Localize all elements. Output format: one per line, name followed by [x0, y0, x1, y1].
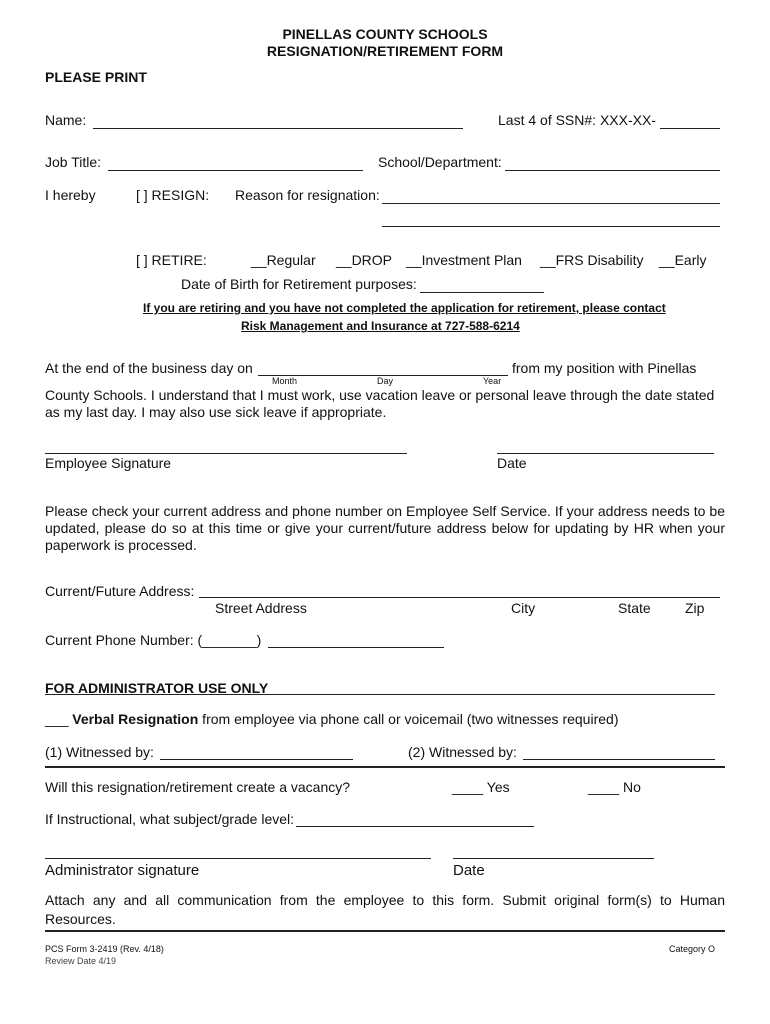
retire-checkbox[interactable]: [ ] RETIRE:	[136, 252, 207, 268]
month-caption: Month	[272, 376, 298, 386]
risk-management-contact: Risk Management and Insurance at 727-588-6214	[241, 319, 520, 333]
year-caption: Year	[483, 376, 502, 386]
phone-label: Current Phone Number: (_______)	[45, 632, 262, 648]
address-label: Current/Future Address:	[45, 583, 195, 599]
school-field[interactable]	[505, 170, 720, 171]
verbal-resignation-text: from employee via phone call or voicemail (two witnesses required)	[198, 711, 619, 727]
verbal-resignation-line	[45, 711, 618, 727]
verbal-resignation-blank[interactable]: ___	[45, 711, 73, 727]
employee-signature-field[interactable]	[45, 453, 407, 454]
instructional-field[interactable]	[296, 826, 534, 827]
hereby-label: I hereby	[45, 187, 96, 203]
vacancy-question: Will this resignation/retirement create a vacancy?	[45, 779, 351, 795]
dob-label: Date of Birth for Retirement purposes:	[181, 276, 417, 292]
witness-2-label: (2) Witnessed by:	[408, 744, 517, 760]
zip-caption: Zip	[685, 600, 705, 616]
admin-signature-label: Administrator signature	[45, 862, 200, 879]
witness-2-field[interactable]	[523, 759, 715, 760]
admin-heading: FOR ADMINISTRATOR USE ONLY	[45, 680, 269, 696]
statement-line-2: County Schools. I understand that I must work, use vacation leave or personal leave through the date stated	[45, 387, 715, 403]
dob-field[interactable]	[420, 292, 544, 293]
footer-divider	[45, 930, 725, 932]
admin-date-field[interactable]	[453, 858, 654, 859]
name-field[interactable]	[93, 128, 463, 129]
employee-signature-label: Employee Signature	[45, 455, 172, 471]
vacancy-no[interactable]: ____ No	[588, 779, 641, 795]
category-label: Category O	[669, 944, 716, 954]
retire-option-early[interactable]: __Early	[659, 252, 707, 268]
form-title: PINELLAS COUNTY SCHOOLS	[282, 26, 488, 42]
retire-option-frs-disability[interactable]: __FRS Disability	[540, 252, 644, 268]
state-caption: State	[618, 600, 651, 616]
admin-date-label: Date	[453, 862, 485, 879]
job-title-label: Job Title:	[45, 154, 102, 170]
reason-field-line2[interactable]	[382, 226, 720, 227]
verbal-resignation-title: Verbal Resignation	[72, 711, 199, 727]
review-date: Review Date 4/19	[45, 956, 117, 966]
retire-option-drop[interactable]: __DROP	[336, 252, 393, 268]
witness-1-label: (1) Witnessed by:	[45, 744, 154, 760]
ssn-label: Last 4 of SSN#: XXX-XX-	[498, 112, 656, 128]
retire-option-regular[interactable]: __Regular	[251, 252, 316, 268]
reason-label: Reason for resignation:	[235, 187, 380, 203]
admin-heading-rule	[45, 694, 715, 695]
employee-date-field[interactable]	[497, 453, 714, 454]
reason-field[interactable]	[382, 203, 720, 204]
name-label: Name:	[45, 112, 87, 128]
please-print: PLEASE PRINT	[45, 69, 147, 85]
job-title-field[interactable]	[108, 170, 363, 171]
vacancy-yes[interactable]: ____ Yes	[452, 779, 510, 795]
day-caption: Day	[377, 376, 394, 386]
address-instructions: Please check your current address and phone number on Employee Self Service. If your address needs to be updated, please do so at this time or give your current/future address below for updating by HR when your paperwork is processed.	[45, 503, 725, 553]
school-label: School/Department:	[378, 154, 502, 170]
witness-1-field[interactable]	[160, 759, 353, 760]
end-of-day-label: At the end of the business day on	[45, 360, 253, 376]
employee-date-label: Date	[497, 455, 527, 471]
form-number: PCS Form 3-2419 (Rev. 4/18)	[45, 944, 164, 954]
phone-field[interactable]	[268, 647, 444, 648]
instructional-label: If Instructional, what subject/grade level:	[45, 811, 295, 827]
statement-line-3: as my last day. I may also use sick leave if appropriate.	[45, 404, 387, 420]
attach-instructions: Attach any and all communication from the employee to this form. Submit original form(s) to Human Resources.	[45, 892, 725, 927]
form-subtitle: RESIGNATION/RETIREMENT FORM	[266, 43, 504, 59]
resign-checkbox[interactable]: [ ] RESIGN:	[136, 187, 210, 203]
retirement-notice: If you are retiring and you have not completed the application for retirement, please contact	[143, 301, 666, 315]
from-position-text: from my position with Pinellas	[512, 360, 697, 376]
city-caption: City	[511, 600, 536, 616]
ssn-field[interactable]	[660, 128, 720, 129]
section-divider	[45, 766, 725, 768]
admin-signature-field[interactable]	[45, 858, 431, 859]
address-field[interactable]	[199, 597, 720, 598]
street-caption: Street Address	[215, 600, 307, 616]
retire-option-investment[interactable]: __Investment Plan	[406, 252, 522, 268]
